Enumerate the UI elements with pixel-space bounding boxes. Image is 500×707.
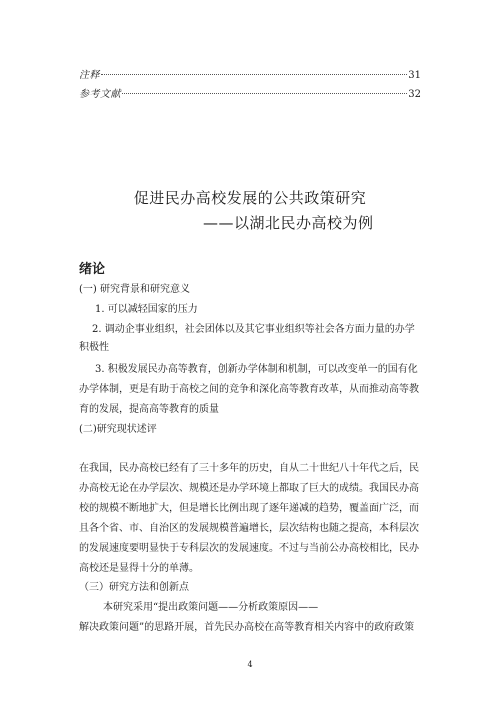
toc-page-number: 31 xyxy=(408,70,421,81)
list-item: 1. 可以减轻国家的压力 xyxy=(95,304,198,315)
paragraph-line: 解决政策问题”的思路开展，首先民办高校在高等教育相关内容中的政府政策 xyxy=(79,622,415,633)
paragraph-line: 本研究采用“提出政策问题——分析政策原因—— xyxy=(103,602,319,613)
subsection-heading: （三）研究方法和创新点 xyxy=(79,582,189,593)
list-item-continuation: 积极性 xyxy=(79,342,109,353)
toc-label: 参考文献 xyxy=(79,89,121,100)
subsection-heading: (二)研究现状述评 xyxy=(79,424,157,435)
section-heading: 绪论 xyxy=(79,262,106,277)
subsection-heading: (一) 研究背景和研究意义 xyxy=(79,284,190,295)
paragraph-line: 高校还是显得十分的单薄。 xyxy=(79,563,199,574)
toc-leader-dots xyxy=(101,74,407,75)
list-item-continuation: 办学体制，更是有助于高校之间的竞争和深化高等教育改革，从而推动高等教 xyxy=(79,384,419,395)
toc-entry-references[interactable] xyxy=(79,89,421,101)
paragraph-line: 的发展速度要明显快于专科层次的发展速度。不过与当前公办高校相比，民办 xyxy=(79,543,419,554)
list-item: 3. 积极发展民办高等教育，创新办学体制和机制，可以改变单一的国有化 xyxy=(95,364,418,375)
paragraph-line: 且各个省、市、自治区的发展规模普遍增长，层次结构也随之提高，本科层次 xyxy=(79,523,419,534)
page-number: 4 xyxy=(247,660,253,669)
toc-page-number: 32 xyxy=(408,89,421,100)
paragraph-line: 校的规模不断地扩大，但是增长比例出现了逐年递减的趋势，覆盖面广泛，而 xyxy=(79,503,419,514)
toc-leader-dots xyxy=(122,93,407,94)
paragraph-line: 办高校无论在办学层次、规模还是办学环境上都取了巨大的成绩。我国民办高 xyxy=(79,483,419,494)
list-item-continuation: 育的发展，提高高等教育的质量 xyxy=(79,404,219,415)
toc-label: 注释 xyxy=(79,70,100,81)
list-item: 2. 调动企事业组织，社会团体以及其它事业组织等社会各方面力量的办学 xyxy=(92,324,415,335)
paper-title: 促进民办高校发展的公共政策研究 xyxy=(133,189,367,207)
paper-subtitle: ——以湖北民办高校为例 xyxy=(203,214,374,232)
toc-entry-notes[interactable] xyxy=(79,70,421,82)
paragraph-line: 在我国，民办高校已经有了三十多年的历史，自从二十世纪八十年代之后，民 xyxy=(79,463,419,474)
